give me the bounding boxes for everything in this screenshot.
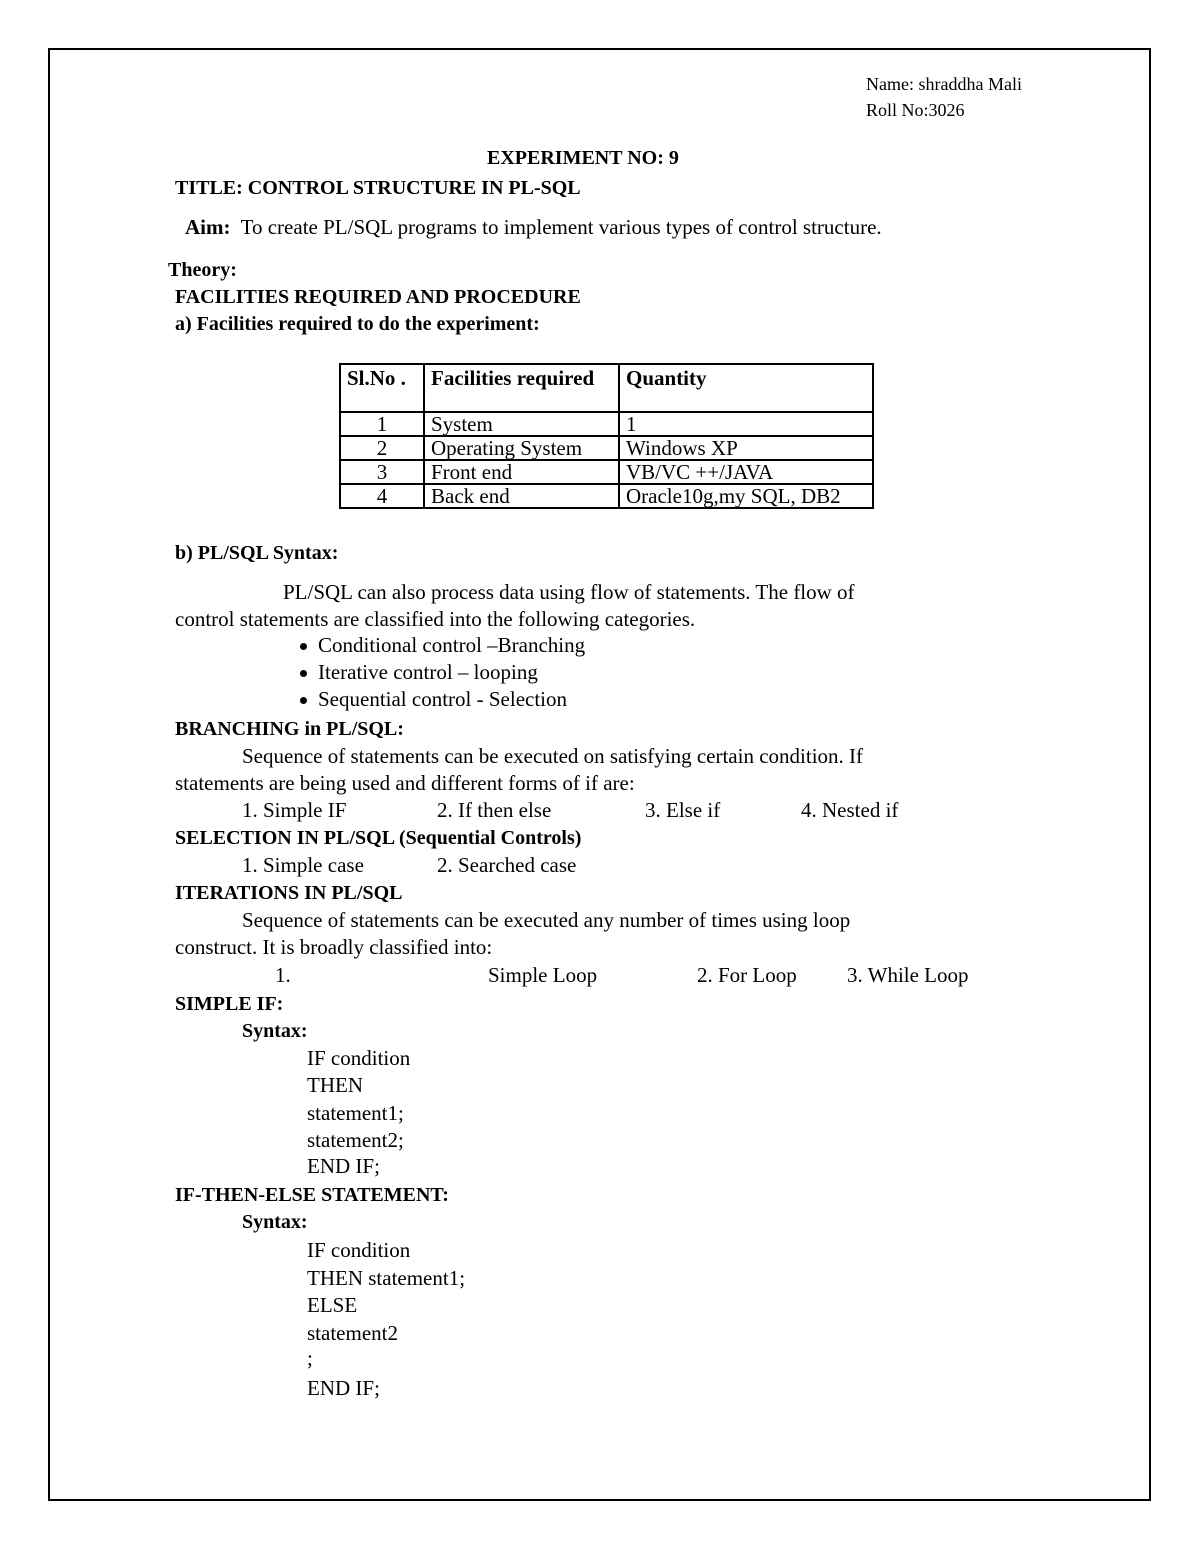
syntax-paragraph-line: PL/SQL can also process data using flow of statements. The flow of [283, 580, 855, 604]
code-line: IF condition [307, 1238, 411, 1262]
table-header: Quantity [619, 364, 873, 412]
code-line: IF condition [307, 1046, 411, 1070]
code-line: statement1; [307, 1101, 404, 1125]
table-cell: VB/VC ++/JAVA [619, 460, 873, 484]
facilities-subheading: a) Facilities required to do the experiment: [175, 313, 540, 335]
branching-item: 4. Nested if [801, 798, 899, 822]
list-item-text: Sequential control - Selection [318, 687, 568, 711]
iterations-item: Simple Loop [488, 963, 598, 987]
bullet-icon [300, 643, 307, 650]
facilities-heading: FACILITIES REQUIRED AND PROCEDURE [175, 286, 581, 308]
code-line: ELSE [307, 1293, 358, 1317]
table-cell: Back end [424, 484, 619, 508]
code-line: END IF; [307, 1376, 380, 1400]
category-list [300, 632, 585, 713]
iterations-item: 3. While Loop [847, 963, 969, 987]
iterations-item: 1. [275, 963, 291, 987]
table-cell: System [424, 412, 619, 436]
branching-item: 2. If then else [437, 798, 552, 822]
iterations-item: 2. For Loop [697, 963, 797, 987]
if-then-else-syntax-label: Syntax: [242, 1211, 308, 1233]
aim-label: Aim: [185, 215, 231, 239]
table-cell: 3 [340, 460, 424, 484]
table-row [340, 484, 873, 508]
table-header-row [340, 364, 873, 412]
table-row [340, 460, 873, 484]
iterations-line: construct. It is broadly classified into: [175, 935, 493, 959]
table-header: Sl.No . [340, 364, 424, 412]
if-then-else-heading: IF-THEN-ELSE STATEMENT: [175, 1184, 449, 1206]
document-title: TITLE: CONTROL STRUCTURE IN PL-SQL [175, 177, 581, 199]
bullet-icon [300, 697, 307, 704]
list-item-text: Conditional control –Branching [318, 633, 586, 657]
table-cell: 4 [340, 484, 424, 508]
branching-heading: BRANCHING in PL/SQL: [175, 718, 404, 740]
simple-if-heading: SIMPLE IF: [175, 993, 284, 1015]
code-line: statement2; [307, 1128, 404, 1152]
roll-number: Roll No:3026 [866, 100, 965, 120]
selection-item: 1. Simple case [242, 853, 364, 877]
branching-item: 1. Simple IF [242, 798, 347, 822]
author-name: Name: shraddha Mali [866, 74, 1022, 94]
table-cell: 1 [619, 412, 873, 436]
table-cell: 2 [340, 436, 424, 460]
table-cell: Operating System [424, 436, 619, 460]
aim-text: To create PL/SQL programs to implement various types of control structure. [240, 215, 882, 239]
table-cell: Front end [424, 460, 619, 484]
syntax-paragraph-line: control statements are classified into the following categories. [175, 607, 696, 631]
selection-item: 2. Searched case [437, 853, 577, 877]
list-item [300, 686, 585, 713]
list-item-text: Iterative control – looping [318, 660, 538, 684]
table-row [340, 412, 873, 436]
table-cell: Oracle10g,my SQL, DB2 [619, 484, 873, 508]
code-line: THEN statement1; [307, 1266, 466, 1290]
simple-if-syntax-label: Syntax: [242, 1020, 308, 1042]
bullet-icon [300, 670, 307, 677]
list-item [300, 659, 585, 686]
table-cell: 1 [340, 412, 424, 436]
iterations-line: Sequence of statements can be executed any number of times using loop [242, 908, 851, 932]
iterations-heading: ITERATIONS IN PL/SQL [175, 882, 403, 904]
branching-line: Sequence of statements can be executed on satisfying certain condition. If [242, 744, 864, 768]
aim-line [185, 214, 882, 240]
table-header: Facilities required [424, 364, 619, 412]
table-cell: Windows XP [619, 436, 873, 460]
list-item [300, 632, 585, 659]
theory-heading: Theory: [168, 259, 237, 281]
code-line: ; [307, 1346, 313, 1370]
branching-item: 3. Else if [645, 798, 721, 822]
selection-heading: SELECTION IN PL/SQL (Sequential Controls) [175, 827, 582, 849]
code-line: statement2 [307, 1321, 398, 1345]
code-line: THEN [307, 1073, 363, 1097]
table-row [340, 436, 873, 460]
facilities-table [339, 363, 874, 509]
branching-line: statements are being used and different forms of if are: [175, 771, 635, 795]
code-line: END IF; [307, 1154, 380, 1178]
syntax-heading: b) PL/SQL Syntax: [175, 542, 339, 564]
experiment-number: EXPERIMENT NO: 9 [487, 147, 679, 169]
